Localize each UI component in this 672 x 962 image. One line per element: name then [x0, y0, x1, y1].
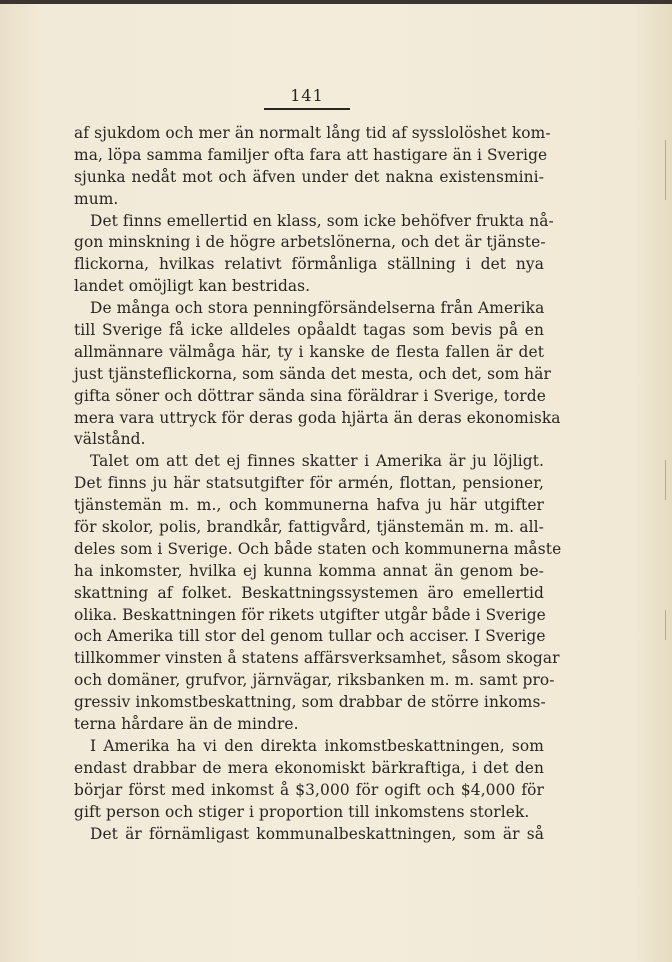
text-line: skattning af folket. Beskattningssystemen äro emellertid [74, 583, 544, 602]
page-number: 141 [290, 86, 324, 105]
text-line: flickorna, hvilkas relativt förmånliga ställning i det nya [74, 255, 544, 274]
text-line: mera vara uttryck för deras goda hjärta än deras ekonomiska [74, 408, 561, 427]
text-line: Talet om att det ej finnes skatter i Amerika är ju löjligt. [90, 452, 544, 471]
text-line: Det finns emellertid en klass, som icke behöfver frukta nå- [90, 211, 554, 230]
text-line: olika. Beskattningen för rikets utgifter utgår både i Sverige [74, 605, 546, 624]
text-line: gifta söner och döttrar sända sina föräldrar i Sverige, torde [74, 386, 546, 405]
text-line: De många och stora penningförsändelserna från Amerika [90, 299, 545, 318]
text-line: terna hårdare än de mindre. [74, 715, 299, 734]
text-line: Det är förnämligast kommunalbeskattningen, som är så [90, 824, 544, 843]
text-line: I Amerika ha vi den direkta inkomstbeskattningen, som [90, 736, 544, 755]
text-line: välstånd. [74, 430, 146, 449]
text-line: tillkommer vinsten å statens affärsverksamhet, såsom skogar [74, 649, 560, 668]
text-line: börjar först med inkomst å $3,000 för ogift och $4,000 för [74, 780, 544, 799]
text-line: mum. [74, 189, 119, 208]
text-line: gon minskning i de högre arbetslönerna, och det är tjänste- [74, 233, 546, 252]
page-edge-mark [665, 140, 666, 200]
text-line: landet omöjligt kan bestridas. [74, 277, 311, 296]
text-line: och Amerika till stor del genom tullar och acciser. I Sverige [74, 627, 546, 646]
text-line: Det finns ju här statsutgifter för armén, flottan, pensioner, [74, 474, 544, 493]
text-line: sjunka nedåt mot och äfven under det nakna existensmini- [74, 167, 544, 186]
page-edge-mark [665, 610, 666, 640]
page-edge-mark [665, 460, 666, 500]
text-line: till Sverige få icke alldeles opåaldt tagas som bevis på en [74, 321, 544, 340]
text-line: gift person och stiger i proportion till inkomstens storlek. [74, 802, 530, 821]
text-line: tjänstemän m. m., och kommunerna hafva ju här utgifter [74, 496, 544, 515]
body-text [74, 123, 562, 845]
text-line: och domäner, grufvor, järnvägar, riksbanken m. m. samt pro- [74, 671, 555, 690]
text-line: af sjukdom och mer än normalt lång tid af sysslolöshet kom- [74, 124, 551, 142]
text-line: allmännare välmåga här, ty i kanske de flesta fallen är det [74, 342, 544, 361]
text-line: ha inkomster, hvilka ej kunna komma annat än genom be- [74, 561, 544, 580]
text-line: deles som i Sverige. Och både staten och kommunerna måste [74, 539, 562, 558]
text-line: just tjänsteflickorna, som sända det mesta, och det, som här [74, 364, 551, 383]
text-line: för skolor, polis, brandkår, fattigvård, tjänstemän m. m. all- [74, 518, 544, 537]
page-top-edge [0, 0, 672, 4]
text-line: gressiv inkomstbeskattning, som drabbar de större inkoms- [74, 693, 546, 712]
page-number-rule [264, 108, 350, 110]
text-line: endast drabbar de mera ekonomiskt bärkraftiga, i det den [74, 758, 544, 777]
text-line: ma, löpa samma familjer ofta fara att hastigare än i Sverige [74, 145, 548, 164]
